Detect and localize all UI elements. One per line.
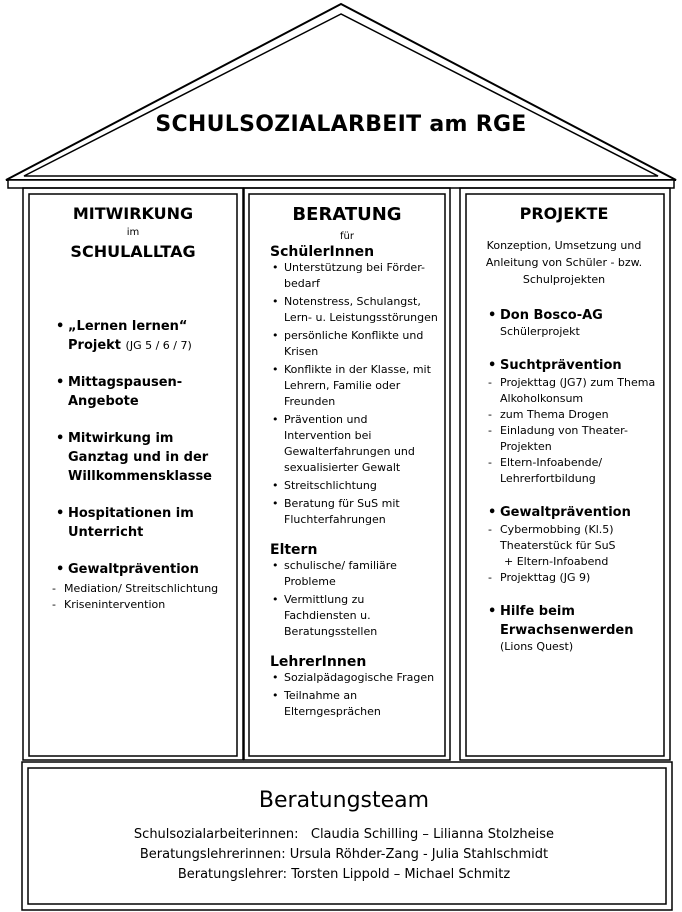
list-item: • schulische/ familiäre Probleme [272,558,438,590]
list-item: • Gewaltprävention [56,560,232,579]
team-line: Beratungslehrer: Torsten Lippold – Michael Schmitz [177,867,511,882]
list-item-note: (JG 5 / 6 / 7) [125,339,192,352]
mitwirkung-list [56,317,232,579]
list-item: • Mitwirkung im Ganztag und in der Willkommensklasse [56,429,232,486]
list-item [56,317,232,355]
list-item: • Hilfe beim Erwachsenwerden [488,602,660,640]
beratungsteam-section [24,768,664,885]
list-item-text: „Lernen lernen“ Projekt [68,319,188,353]
beratungsteam-heading: Beratungsteam [258,788,430,813]
list-item: • Gewaltprävention [488,503,660,522]
beratung-heading: BERATUNG [292,204,402,225]
sub-item: + Eltern-Infoabend [504,555,609,568]
list-item: • Unterstützung bei Förder-bedarf [272,260,438,292]
mitwirkung-connector: im [126,227,140,238]
list-item: • Mittagspausen-Angebote [56,373,232,411]
sub-item: - Mediation/ Streitschlichtung [52,581,232,597]
lehrer-list [272,670,438,720]
schueler-heading: SchülerInnen [270,244,375,260]
list-item: • Notenstress, Schulangst, Lern- u. Leistungsstörungen [272,294,438,326]
schueler-list [272,260,438,528]
column-projekte [468,198,660,751]
sucht-list [488,356,660,375]
roof-beam [8,180,674,188]
column-mitwirkung [34,198,232,751]
sub-item: - Cybermobbing (Kl.5) Theaterstück für SuS [488,522,656,554]
team-line: Schulsozialarbeiterinnen: Claudia Schilling – Lilianna Stolzheise [133,827,555,842]
gewalt-sub-list [52,581,232,613]
hilfe-list [488,602,660,640]
sub-item: - Projekttag (JG7) zum Thema Alkoholkonsum [488,375,656,407]
mitwirkung-heading: MITWIRKUNG [72,204,194,223]
list-item: • Konflikte in der Klasse, mit Lehrern, Familie oder Freunden [272,362,438,410]
gewalt-list [488,503,660,522]
schulalltag-heading: SCHULALLTAG [70,242,196,261]
sucht-sub-list [488,375,656,487]
roof-outer [6,4,676,180]
list-item: • persönliche Konflikte und Krisen [272,328,438,360]
list-item: • Beratung für SuS mit Fluchterfahrungen [272,496,438,528]
beratung-connector: für [340,231,354,242]
list-item: • Suchtprävention [488,356,660,375]
page-title: SCHULSOZIALARBEIT am RGE [155,112,527,137]
projekte-description: Konzeption, Umsetzung und Anleitung von Schüler - bzw. Schulprojekten [485,239,643,286]
hilfe-sub: (Lions Quest) [500,640,574,653]
list-item: • Streitschlichtung [272,478,438,494]
sub-item: - Eltern-Infoabende/ Lehrerfortbildung [488,455,656,487]
list-item: • Teilnahme an Elterngesprächen [272,688,438,720]
column-beratung [252,198,442,751]
list-item: • Hospitationen im Unterricht [56,504,232,542]
donbosco-list [488,306,660,325]
list-item: • Don Bosco-AG [488,306,660,325]
lehrer-heading: LehrerInnen [270,654,367,670]
gewalt-sub-list [488,522,656,586]
sub-item: - Einladung von Theater-Projekten [488,423,656,455]
list-item: • Vermittlung zu Fachdiensten u. Beratungsstellen [272,592,438,640]
donbosco-sub: Schülerprojekt [500,325,580,338]
eltern-list [272,558,438,640]
sub-item: - Krisenintervention [52,597,232,613]
sub-item: - zum Thema Drogen [488,407,656,423]
list-item: • Prävention und Intervention bei Gewalterfahrungen und sexualisierter Gewalt [272,412,438,476]
eltern-heading: Eltern [270,542,318,558]
projekte-heading: PROJEKTE [519,204,609,223]
sub-item: - Projekttag (JG 9) [488,570,656,586]
list-item: • Sozialpädagogische Fragen [272,670,438,686]
team-line: Beratungslehrerinnen: Ursula Röhder-Zang - Julia Stahlschmidt [139,847,549,862]
